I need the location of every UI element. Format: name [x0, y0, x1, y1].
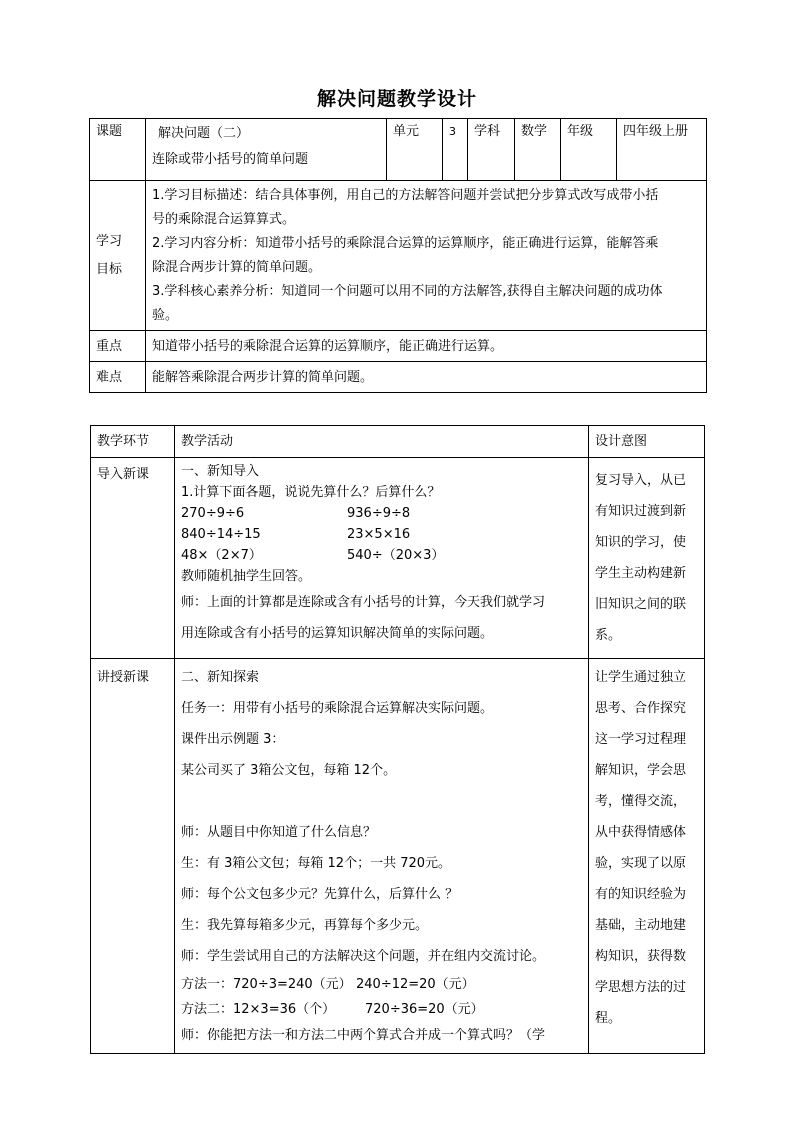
goals-content [146, 181, 707, 331]
calc-row [181, 503, 582, 524]
method2-step1: 方法二：12×3=36（个） [181, 1002, 336, 1017]
teacher-line: 师：上面的计算都是连除或含有小括号的计算，今天我们就学习 [181, 595, 546, 610]
intent-line: 学生主动构建新 [595, 566, 687, 581]
intent-line: 旧知识之间的联 [595, 597, 687, 612]
goals-label-line1: 学习 [96, 233, 123, 249]
method-row [181, 972, 582, 997]
explore-stage: 讲授新课 [91, 659, 175, 1054]
intro-activity [175, 458, 589, 659]
intent-line: 这一学习过程理 [595, 732, 687, 747]
grade-label: 年级 [561, 119, 617, 181]
intent-line: 从中获得情感体 [595, 825, 687, 840]
explore-line: 生：我先算每箱多少元，再算每个多少元。 [181, 918, 429, 933]
difficulty-label: 难点 [90, 362, 146, 393]
teacher-line: 用连除或含有小括号的运算知识解决简单的实际问题。 [181, 626, 494, 641]
intent-line: 有的知识经验为 [595, 887, 687, 902]
goal-line: 除混合两步计算的简单问题。 [152, 260, 322, 275]
header-stage: 教学环节 [91, 426, 175, 458]
explore-line: 师：从题目中你知道了什么信息？ [181, 825, 377, 840]
intro-intent [589, 458, 705, 659]
explore-line: 某公司买了 3箱公文包，每箱 12个。 [181, 763, 397, 778]
explore-line: 课件出示例题 3： [181, 732, 285, 747]
intent-line: 解知识，学会思 [595, 763, 687, 778]
subject-label: 学科 [468, 119, 515, 181]
explore-line [181, 786, 582, 817]
lesson-value [146, 119, 387, 181]
goal-line: 号的乘除混合运算算式。 [152, 212, 296, 227]
calc-item: 270÷9÷6 [181, 506, 245, 521]
explore-line: 生：有 3箱公文包；每箱 12个；一共 720元。 [181, 856, 452, 871]
intent-line: 学思想方法的过 [595, 980, 687, 995]
intent-line: 考，懂得交流， [595, 794, 687, 809]
explore-line: 师：学生尝试用自己的方法解决这个问题，并在组内交流讨论。 [181, 949, 546, 964]
calc-item: 23×5×16 [347, 527, 411, 542]
calc-item: 48×（2×7） [181, 548, 262, 563]
calc-row [181, 545, 582, 566]
goal-line: 2.学习内容分析：知道带小括号的乘除混合运算的运算顺序，能正确进行运算，能解答乘 [152, 236, 659, 251]
intent-line: 系。 [595, 628, 622, 643]
intro-heading: 一、新知导入 [181, 464, 260, 479]
intro-note: 教师随机抽学生回答。 [181, 569, 312, 584]
explore-line: 师：每个公文包多少元？先算什么，后算什么 ？ [181, 887, 459, 902]
lesson-label: 课题 [90, 119, 146, 181]
method-row [181, 997, 582, 1022]
header-intent: 设计意图 [589, 426, 705, 458]
calc-item: 540÷（20×3） [347, 548, 445, 563]
intent-line: 知识的学习，使 [595, 535, 687, 550]
intro-stage: 导入新课 [91, 458, 175, 659]
goal-line: 1.学习目标描述：结合具体事例，用自己的方法解答问题并尝试把分步算式改写成带小括 [152, 188, 659, 203]
goals-label [90, 181, 146, 331]
document-title: 解决问题教学设计 [316, 88, 477, 110]
subject-value: 数学 [515, 119, 561, 181]
calc-row [181, 524, 582, 545]
goal-line: 验。 [152, 308, 179, 323]
lesson-subtitle: 连除或带小括号的简单问题 [152, 152, 309, 167]
explore-line: 任务一：用带有小括号的乘除混合运算解决实际问题。 [181, 701, 494, 716]
goal-line: 3.学科核心素养分析：知道同一个问题可以用不同的方法解答,获得自主解决问题的成功体 [152, 284, 663, 299]
key-content: 知道带小括号的乘除混合运算的运算顺序，能正确进行运算。 [146, 331, 707, 362]
method1-step2: 240÷12=20（元） [356, 977, 475, 992]
calc-item: 936÷9÷8 [347, 506, 411, 521]
method1-step1: 方法一：720÷3=240（元） [181, 977, 352, 992]
intent-line: 构知识，获得数 [595, 949, 687, 964]
explore-intent [589, 659, 705, 1054]
teaching-process-table [90, 425, 705, 1054]
calc-item: 840÷14÷15 [181, 527, 261, 542]
lesson-info-table [89, 118, 707, 393]
goals-label-line2: 目标 [96, 261, 123, 277]
grade-value: 四年级上册 [617, 119, 707, 181]
header-activity: 教学活动 [175, 426, 589, 458]
method2-step2: 720÷36=20（元） [365, 1002, 484, 1017]
intent-line: 程。 [595, 1011, 622, 1026]
intent-line: 思考、合作探究 [595, 701, 687, 716]
intent-line: 基础，主动地建 [595, 918, 687, 933]
unit-label: 单元 [387, 119, 443, 181]
key-label: 重点 [90, 331, 146, 362]
unit-value: 3 [443, 119, 468, 181]
intent-line: 有知识过渡到新 [595, 504, 687, 519]
explore-activity [175, 659, 589, 1054]
intent-line: 让学生通过独立 [595, 670, 687, 685]
intro-question: 1.计算下面各题，说说先算什么？后算什么？ [181, 485, 441, 500]
explore-line: 二、新知探索 [181, 670, 260, 685]
intent-line: 复习导入，从已 [595, 473, 687, 488]
lesson-title: 解决问题（二） [158, 126, 250, 141]
difficulty-content: 能解答乘除混合两步计算的简单问题。 [146, 362, 707, 393]
intent-line: 验，实现了以原 [595, 856, 687, 871]
explore-last-line: 师：你能把方法一和方法二中两个算式合并成一个算式吗？（学 [181, 1028, 546, 1043]
